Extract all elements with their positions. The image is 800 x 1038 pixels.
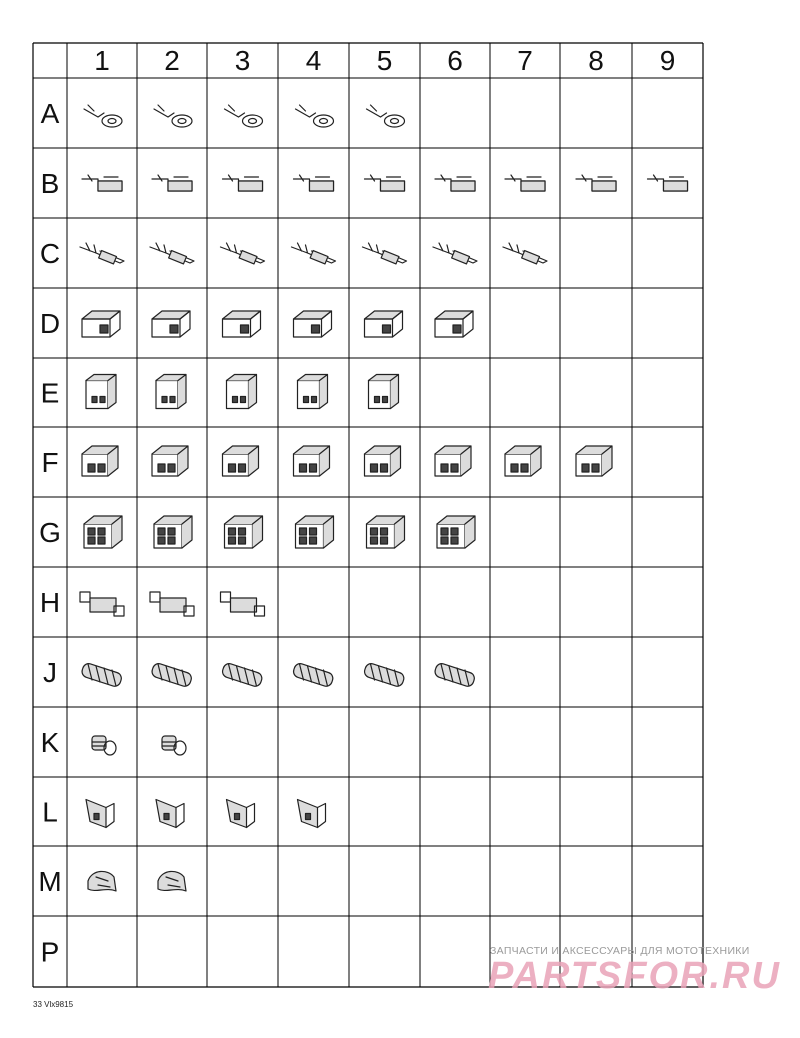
connector-B3 (223, 175, 263, 191)
connector-L1 (86, 800, 114, 828)
connector-L4 (298, 800, 326, 828)
connector-B8 (576, 175, 616, 191)
connector-B6 (435, 175, 475, 191)
row-labels (38, 98, 61, 968)
column-header-7: 7 (517, 45, 533, 76)
connector-A5 (367, 105, 405, 127)
connector-D1 (82, 311, 120, 337)
connector-D3 (223, 311, 261, 337)
row-label-A: A (40, 98, 60, 129)
watermark-tagline: ЗАПЧАСТИ И АКСЕССУАРЫ ДЛЯ МОТОТЕХНИКИ (490, 945, 750, 957)
connector-F7 (505, 446, 541, 476)
column-header-8: 8 (588, 45, 604, 76)
row-label-B: B (40, 168, 60, 199)
connector-J3 (221, 662, 263, 688)
connector-M2 (158, 871, 186, 891)
connector-F6 (435, 446, 471, 476)
connector-C4 (292, 243, 336, 264)
connector-E3 (227, 375, 257, 409)
column-header-6: 6 (447, 45, 463, 76)
connector-B7 (505, 175, 545, 191)
figure-code: 33 Vlx9815 (33, 1000, 74, 1009)
connector-G4 (296, 516, 334, 548)
connector-C1 (80, 243, 124, 264)
connector-H1 (80, 592, 124, 616)
connector-H2 (150, 592, 194, 616)
connector-A2 (154, 105, 192, 127)
row-label-C: C (39, 238, 61, 269)
connector-E4 (298, 375, 328, 409)
connector-J2 (151, 662, 193, 688)
connector-B2 (152, 175, 192, 191)
connector-C2 (150, 243, 194, 264)
row-label-F: F (41, 447, 59, 478)
row-label-E: E (40, 377, 60, 409)
column-header-5: 5 (376, 45, 393, 76)
column-header-1: 1 (94, 45, 110, 76)
connector-D2 (152, 311, 190, 337)
connector-B1 (82, 175, 122, 191)
connector-F4 (294, 446, 330, 476)
connector-F3 (223, 446, 259, 476)
connector-G3 (225, 516, 263, 548)
watermark-brand: PARTSFOR.RU (488, 955, 781, 997)
row-label-P: P (40, 936, 60, 968)
row-label-K: K (40, 727, 60, 758)
connector-G1 (84, 516, 122, 548)
connector-C3 (221, 243, 265, 264)
row-label-M: M (38, 866, 62, 897)
connector-A4 (296, 105, 334, 127)
row-label-G: G (39, 517, 61, 548)
connector-D5 (365, 311, 403, 337)
connector-J4 (292, 662, 334, 688)
column-header-9: 9 (659, 45, 676, 76)
row-label-H: H (39, 587, 61, 618)
column-header-4: 4 (305, 45, 322, 76)
row-label-L: L (42, 796, 58, 828)
connector-M1 (88, 871, 116, 891)
connector-E1 (86, 375, 116, 409)
connector-A1 (84, 105, 122, 127)
connector-D6 (435, 311, 473, 337)
connector-J1 (81, 662, 123, 688)
connector-C6 (433, 243, 477, 264)
connector-C7 (503, 243, 547, 264)
connector-A3 (225, 105, 263, 127)
connector-J6 (434, 662, 476, 688)
column-headers (94, 45, 675, 76)
connector-B9 (648, 175, 688, 191)
connector-L3 (227, 800, 255, 828)
row-label-J: J (43, 657, 57, 688)
connector-B5 (365, 175, 405, 191)
connector-H3 (221, 592, 265, 616)
connector-items (80, 105, 688, 891)
connector-C5 (363, 243, 407, 264)
connector-F1 (82, 446, 118, 476)
column-header-3: 3 (234, 45, 251, 76)
connector-D4 (294, 311, 332, 337)
row-label-D: D (39, 308, 61, 339)
connector-E5 (369, 375, 399, 409)
connector-J5 (363, 662, 405, 688)
connector-K2 (162, 736, 186, 755)
connector-E2 (156, 375, 186, 409)
connector-F5 (365, 446, 401, 476)
column-header-2: 2 (164, 45, 180, 76)
connector-L2 (156, 800, 184, 828)
connector-G6 (437, 516, 475, 548)
connector-G2 (154, 516, 192, 548)
connector-G5 (367, 516, 405, 548)
connector-K1 (92, 736, 116, 755)
connector-F2 (152, 446, 188, 476)
connector-B4 (294, 175, 334, 191)
connector-F8 (576, 446, 612, 476)
